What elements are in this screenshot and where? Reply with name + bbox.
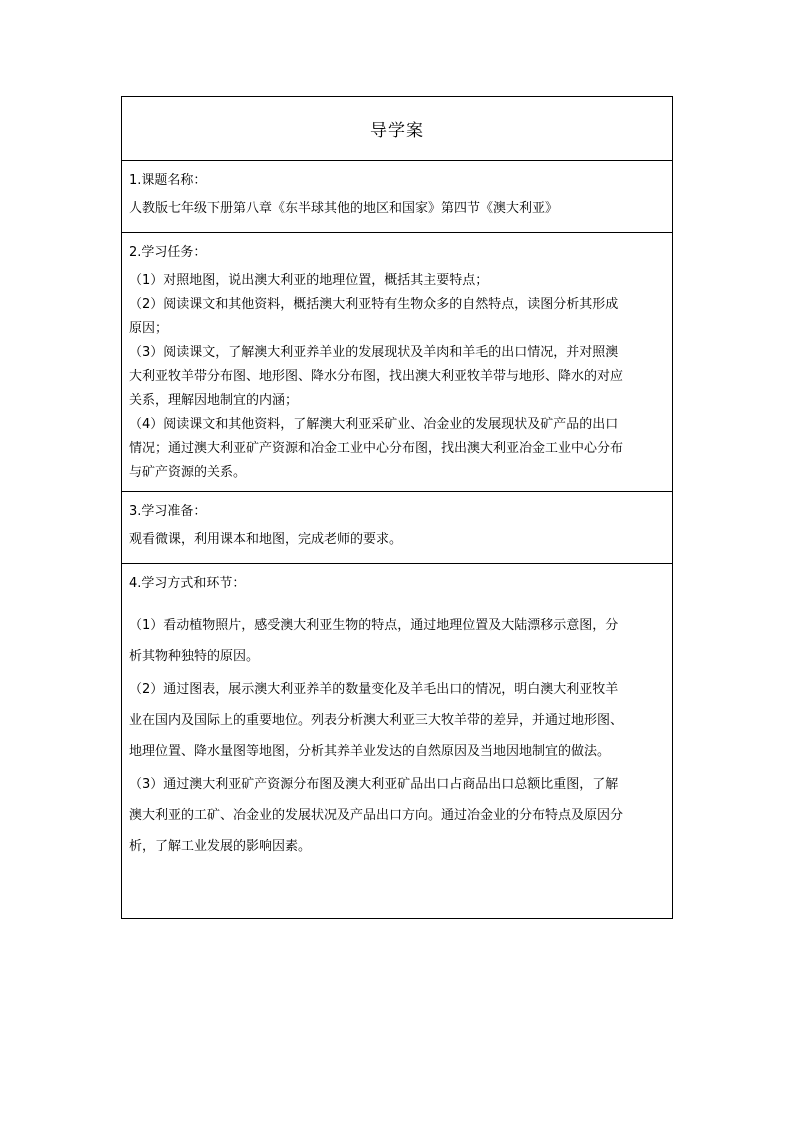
section-heading: 2.学习任务：	[129, 245, 207, 260]
section-line: 大利亚牧羊带分布图、地形图、降水分布图，找出澳大利亚牧羊带与地形、降水的对应	[129, 369, 624, 384]
section-line: 析，了解工业发展的影响因素。	[129, 839, 312, 854]
section-course-name	[122, 160, 672, 232]
title-row	[122, 97, 672, 160]
section-line: （2）通过图表，展示澳大利亚养羊的数量变化及羊毛出口的情况，明白澳大利亚牧羊	[129, 682, 619, 697]
section-line: （4）阅读课文和其他资料，了解澳大利亚采矿业、冶金业的发展现状及矿产品的出口	[129, 417, 619, 432]
section-line: 地理位置、降水量图等地图，分析其养羊业发达的自然原因及当地因地制宜的做法。	[129, 744, 611, 759]
paragraph-2	[129, 674, 665, 767]
lesson-plan-table	[121, 96, 673, 919]
section-line: 原因；	[129, 321, 169, 336]
page-title: 导学案	[370, 121, 424, 141]
section-line: 情况；通过澳大利亚矿产资源和冶金工业中心分布图，找出澳大利亚冶金工业中心分布	[129, 441, 624, 456]
section-line: 观看微课，利用课本和地图，完成老师的要求。	[129, 532, 403, 547]
section-line: 业在国内及国际上的重要地位。列表分析澳大利亚三大牧羊带的差异，并通过地形图、	[129, 713, 624, 728]
section-line: 与矿产资源的关系。	[129, 465, 247, 480]
section-heading: 1.课题名称：	[129, 173, 207, 188]
section-line: 人教版七年级下册第八章《东半球其他的地区和国家》第四节《澳大利亚》	[129, 201, 559, 216]
section-line: 析其物种独特的原因。	[129, 649, 260, 664]
section-preparation	[122, 491, 672, 563]
section-learning-tasks	[122, 232, 672, 491]
section-heading: 4.学习方式和环节：	[129, 576, 246, 591]
section-line: （3）通过澳大利亚矿产资源分布图及澳大利亚矿品出口占商品出口总额比重图，了解	[129, 777, 619, 792]
section-line: （3）阅读课文，了解澳大利亚养羊业的发展现状及羊肉和羊毛的出口情况，并对照澳	[129, 345, 619, 360]
section-line: （2）阅读课文和其他资料，概括澳大利亚特有生物众多的自然特点，读图分析其形成	[129, 297, 619, 312]
section-line: （1）对照地图，说出澳大利亚的地理位置，概括其主要特点；	[129, 273, 489, 288]
section-heading: 3.学习准备：	[129, 504, 207, 519]
section-line: （1）看动植物照片，感受澳大利亚生物的特点，通过地理位置及大陆漂移示意图，分	[129, 618, 619, 633]
section-methods	[122, 563, 672, 918]
section-line: 澳大利亚的工矿、冶金业的发展状况及产品出口方向。通过冶金业的分布特点及原因分	[129, 808, 624, 823]
paragraph-3	[129, 769, 665, 862]
paragraph-1	[129, 610, 665, 672]
section-line: 关系，理解因地制宜的内涵；	[129, 393, 299, 408]
